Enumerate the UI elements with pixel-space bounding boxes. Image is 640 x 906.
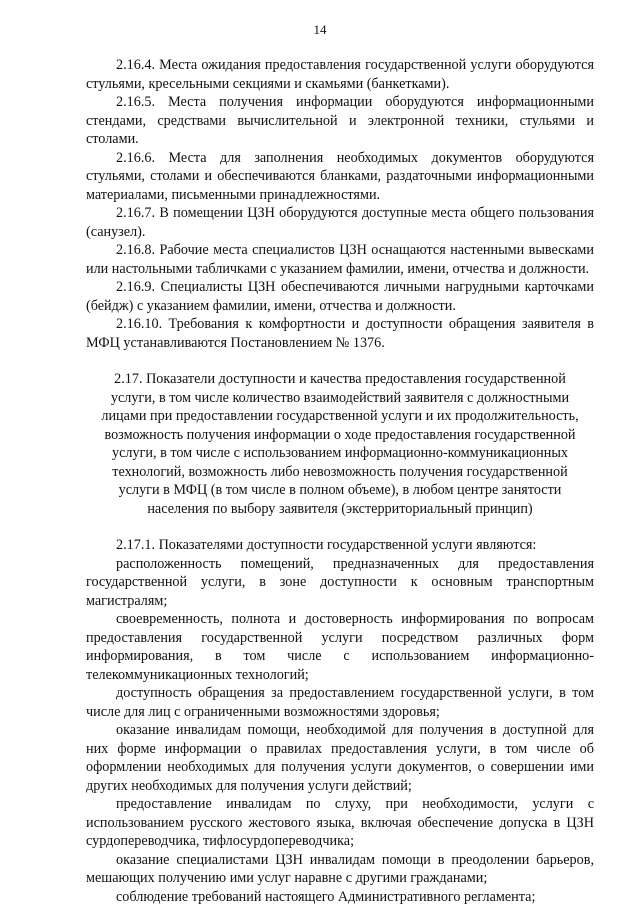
document-body [86, 56, 594, 906]
paragraph: предоставление инвалидам по слуху, при необходимости, услуги с использованием русского жестового языка, включая обеспечение допуска в ЦЗН сурдопереводчика, тифлосурдопереводчика; [86, 795, 594, 851]
paragraph: 2.16.4. Места ожидания предоставления государственной услуги оборудуются стульями, кресельными секциями и скамьями (банкетками). [86, 56, 594, 93]
paragraph: соблюдение требований настоящего Административного регламента; [86, 888, 594, 906]
paragraph: оказание специалистами ЦЗН инвалидам помощи в преодолении барьеров, мешающих получению ими услуг наравне с другими гражданами; [86, 851, 594, 888]
paragraph: 2.16.9. Специалисты ЦЗН обеспечиваются личными нагрудными карточками (бейдж) с указанием фамилии, имени, отчества и должности. [86, 278, 594, 315]
paragraph: 2.16.5. Места получения информации оборудуются информационными стендами, средствами вычислительной и электронной техники, стульями и столами. [86, 93, 594, 149]
paragraph: доступность обращения за предоставлением государственной услуги, в том числе для лиц с ограниченными возможностями здоровья; [86, 684, 594, 721]
paragraph: своевременность, полнота и достоверность информирования по вопросам предоставления государственной услуги посредством различных форм информирования, в том числе с использованием информационно-телекоммуникационных технологий; [86, 610, 594, 684]
paragraph: оказание инвалидам помощи, необходимой для получения в доступной для них форме информации о правилах предоставления услуги, в том числе об оформлении необходимых для получения услуги документов, о совершении ими других необходимых для получения услуги действий; [86, 721, 594, 795]
paragraph: 2.17.1. Показателями доступности государственной услуги являются: [86, 536, 594, 555]
paragraph: 2.16.6. Места для заполнения необходимых документов оборудуются стульями, столами и обеспечиваются бланками, раздаточными информационными материалами, письменными принадлежностями. [86, 149, 594, 205]
section-heading: 2.17. Показатели доступности и качества предоставления государственной услуги, в том числе количество взаимодействий заявителя с должностными лицами при предоставлении государственной услуги и их продолжительность, возможность получения информации о ходе предоставления государственной услуги, в том числе с использованием информационно-коммуникационных технологий, возможность либо невозможность получения государственной услуги в МФЦ (в том числе в полном объеме), в любом центре занятости населения по выбору заявителя (экстерриториальный принцип) [86, 370, 594, 518]
paragraph: 2.16.7. В помещении ЦЗН оборудуются доступные места общего пользования (санузел). [86, 204, 594, 241]
paragraph: 2.16.8. Рабочие места специалистов ЦЗН оснащаются настенными вывесками или настольными табличками с указанием фамилии, имени, отчества и должности. [86, 241, 594, 278]
page-number: 14 [0, 22, 640, 38]
paragraph: расположенность помещений, предназначенных для предоставления государственной услуги, в зоне доступности к основным транспортным магистралям; [86, 555, 594, 611]
paragraph: 2.16.10. Требования к комфортности и доступности обращения заявителя в МФЦ устанавливаются Постановлением № 1376. [86, 315, 594, 352]
